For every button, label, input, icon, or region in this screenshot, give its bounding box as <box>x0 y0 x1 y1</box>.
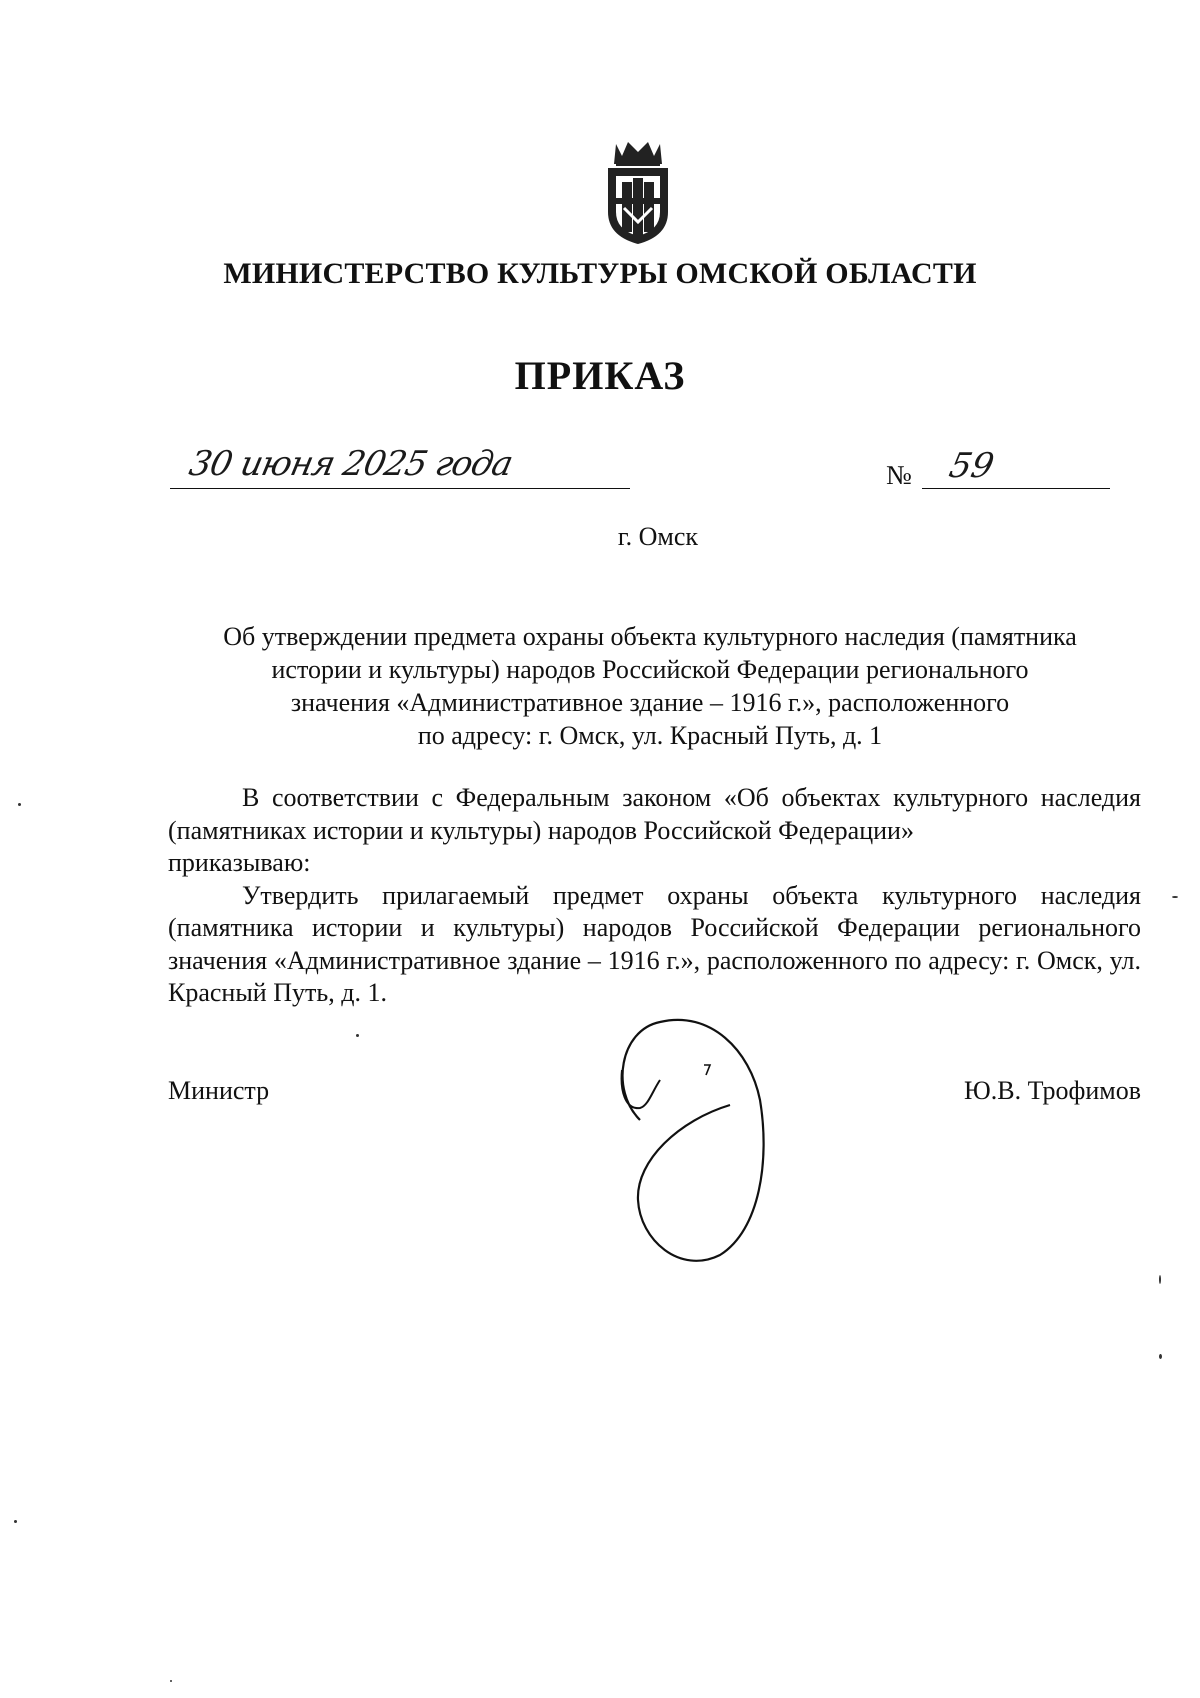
handwritten-signature <box>600 1010 800 1270</box>
subject-line: Об утверждении предмета охраны объекта культурного наследия (памятника <box>223 622 1077 651</box>
scan-speck <box>1159 1354 1162 1359</box>
scan-speck <box>18 803 21 806</box>
scan-speck <box>1159 1275 1161 1284</box>
ministry-title: МИНИСТЕРСТВО КУЛЬТУРЫ ОМСКОЙ ОБЛАСТИ <box>223 257 977 290</box>
order-body <box>168 782 1141 1010</box>
scan-speck <box>170 1680 172 1682</box>
scan-speck <box>14 1520 17 1523</box>
number-label: № <box>886 460 912 490</box>
subject-line: истории и культуры) народов Российской Федерации регионального <box>271 655 1029 684</box>
city-label: г. Омск <box>617 522 699 551</box>
order-subject <box>160 620 1140 752</box>
handwritten-date: 30 июня 2025 года <box>185 444 516 484</box>
body-paragraph-2: Утвердить прилагаемый предмет охраны объекта культурного наследия (памятника истории и культуры) народов Российской Федерации регионального значения «Административное здание – 1916 г.», расположенного по адресу: г. Омск, ул. Красный Путь, д. 1. <box>168 880 1141 1007</box>
handwritten-number: 59 <box>945 446 998 486</box>
body-paragraph-1: В соответствии с Федеральным законом «Об объектах культурного наследия (памятниках истории и культуры) народов Российской Федерации» <box>168 783 1141 845</box>
document-type-title: ПРИКАЗ <box>514 353 686 398</box>
signatory-name: Ю.В. Трофимов <box>964 1076 1141 1105</box>
date-underline <box>170 488 630 489</box>
scan-speck <box>1172 896 1178 898</box>
signatory-role: Министр <box>168 1076 270 1105</box>
subject-line: по адресу: г. Омск, ул. Красный Путь, д. 1 <box>417 721 883 750</box>
number-underline <box>922 488 1110 489</box>
coat-of-arms-icon <box>602 138 674 246</box>
scan-speck <box>356 1034 359 1037</box>
subject-line: значения «Административное здание – 1916 г.», расположенного <box>290 688 1010 717</box>
body-paragraph-1-end: приказываю: <box>168 848 311 877</box>
